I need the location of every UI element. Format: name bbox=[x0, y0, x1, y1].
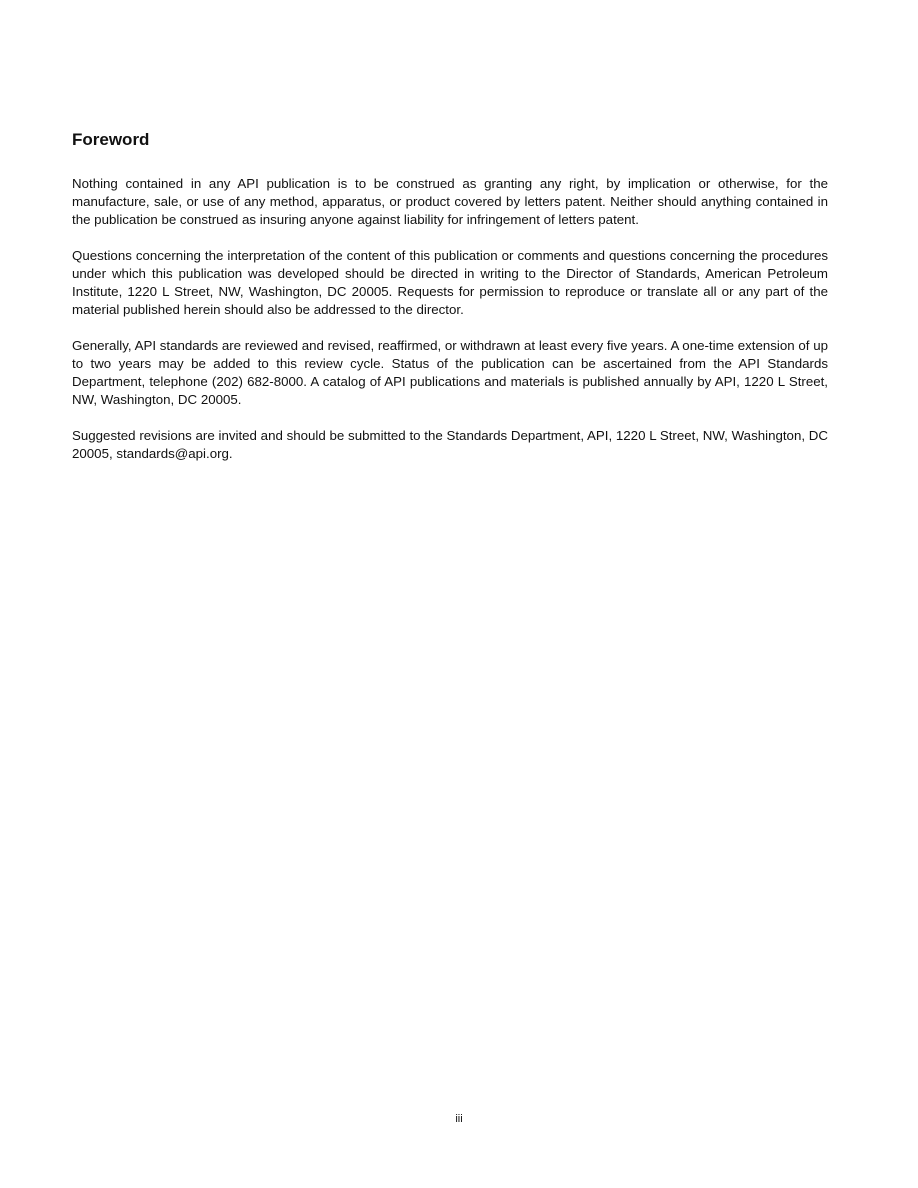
paragraph-patent-disclaimer: Nothing contained in any API publication is to be construed as granting any right, by implication or otherwise, for the manufacture, sale, or use of any method, apparatus, or product covered by letters patent. Neither should anything contained in the publication be construed as insuring anyone against liability for infringement of letters patent. bbox=[72, 176, 828, 227]
page-content bbox=[72, 128, 828, 481]
paragraph-suggested-revisions: Suggested revisions are invited and should be submitted to the Standards Department, API, 1220 L Street, NW, Washington, DC 20005, standards@api.org. bbox=[72, 428, 828, 461]
page-title: Foreword bbox=[72, 130, 150, 149]
page-number: iii bbox=[455, 1113, 463, 1125]
paragraph-review-cycle: Generally, API standards are reviewed and revised, reaffirmed, or withdrawn at least every five years. A one-time extension of up to two years may be added to this review cycle. Status of the publication can be ascertained from the API Standards Department, telephone (202) 682-8000. A catalog of API publications and materials is published annually by API, 1220 L Street, NW, Washington, DC 20005. bbox=[72, 338, 828, 407]
paragraph-questions-contact: Questions concerning the interpretation of the content of this publication or comments and questions concerning the procedures under which this publication was developed should be directed in writing to the Director of Standards, American Petroleum Institute, 1220 L Street, NW, Washington, DC 20005. Requests for permission to reproduce or translate all or any part of the material published herein should also be addressed to the director. bbox=[72, 248, 828, 317]
